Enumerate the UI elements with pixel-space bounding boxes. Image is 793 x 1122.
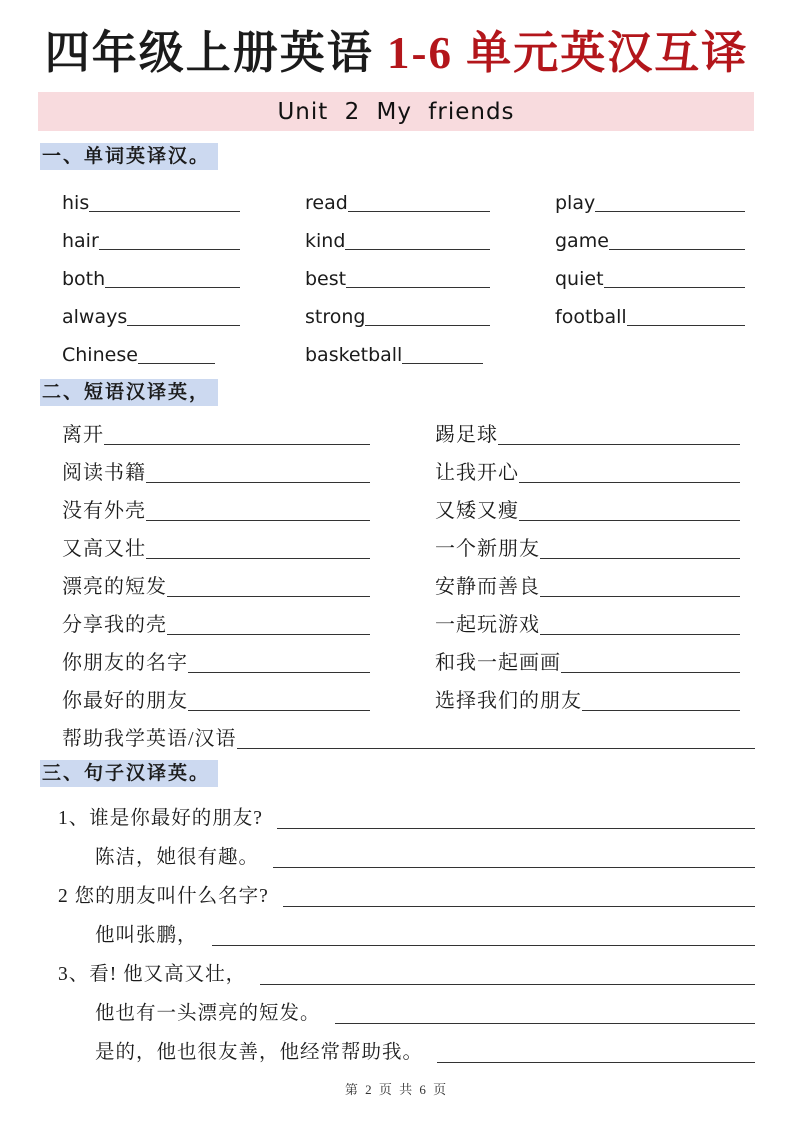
phrase-item	[435, 500, 740, 522]
phrase-blank	[167, 596, 370, 597]
phrase-blank	[540, 634, 740, 635]
phrase-item	[62, 728, 755, 750]
sentence-label: 3、看! 他又高又壮，	[58, 964, 247, 985]
phrase-label: 你朋友的名字	[62, 652, 188, 674]
sentence-blank	[212, 945, 755, 946]
sentence-line	[95, 992, 755, 1031]
word-label: hair	[62, 230, 99, 252]
phrase-blank	[561, 672, 740, 673]
phrase-item	[62, 652, 370, 674]
sentence-label: 2 您的朋友叫什么名字?	[58, 886, 269, 907]
phrase-blank	[104, 444, 370, 445]
word-label: quiet	[555, 268, 604, 290]
sentence-line	[58, 953, 755, 992]
phrase-label: 帮助我学英语/汉语	[62, 728, 237, 750]
phrase-item	[435, 462, 740, 484]
page-footer: 第 2 页 共 6 页	[344, 1082, 449, 1097]
phrase-row	[62, 604, 793, 642]
sentence-label: 他叫张鹏，	[95, 925, 198, 946]
word-blank	[402, 363, 483, 364]
word-blank	[345, 249, 490, 250]
word-item	[62, 307, 240, 327]
phrase-item	[435, 690, 740, 712]
sentence-blank	[437, 1062, 755, 1063]
word-row	[62, 181, 793, 219]
sentence-blank	[335, 1023, 755, 1024]
word-label: best	[305, 268, 347, 290]
section3-sentence-list	[0, 797, 793, 1070]
phrase-blank	[519, 520, 740, 521]
section2-heading: 二、短语汉译英，	[40, 379, 218, 406]
phrase-item	[62, 614, 370, 636]
sentence-line	[58, 797, 755, 836]
word-blank	[609, 249, 745, 250]
phrase-blank	[146, 482, 370, 483]
word-label: play	[555, 192, 596, 214]
word-label: game	[555, 230, 609, 252]
phrase-blank	[146, 558, 370, 559]
phrase-item	[62, 462, 370, 484]
word-blank	[138, 363, 215, 364]
phrase-row	[62, 642, 793, 680]
word-row	[62, 219, 793, 257]
word-item	[62, 193, 240, 213]
phrase-label: 安静而善良	[435, 576, 540, 598]
word-label: football	[555, 306, 627, 328]
word-blank	[365, 325, 490, 326]
word-blank	[346, 287, 490, 288]
word-blank	[604, 287, 745, 288]
word-label: Chinese	[62, 344, 138, 366]
word-row	[62, 257, 793, 295]
word-blank	[627, 325, 745, 326]
phrase-item	[435, 424, 740, 446]
phrase-row	[62, 452, 793, 490]
phrase-label: 你最好的朋友	[62, 690, 188, 712]
word-blank	[105, 287, 240, 288]
sentence-line	[95, 836, 755, 875]
sentence-label: 是的，他也很友善，他经常帮助我。	[95, 1042, 424, 1063]
word-row	[62, 295, 793, 333]
phrase-blank	[167, 634, 370, 635]
phrase-row	[62, 566, 793, 604]
sentence-blank	[273, 867, 755, 868]
phrase-item	[62, 424, 370, 446]
word-blank	[595, 211, 745, 212]
phrase-blank	[519, 482, 740, 483]
sentence-line	[58, 875, 755, 914]
word-blank	[127, 325, 240, 326]
phrase-item	[435, 652, 740, 674]
phrase-label: 漂亮的短发	[62, 576, 167, 598]
sentence-blank	[283, 906, 755, 907]
phrase-row	[62, 718, 793, 756]
phrase-label: 让我开心	[435, 462, 519, 484]
word-item	[62, 231, 240, 251]
phrase-label: 踢足球	[435, 424, 498, 446]
phrase-label: 离开	[62, 424, 104, 446]
phrase-item	[62, 576, 370, 598]
sentence-blank	[260, 984, 755, 985]
phrase-item	[62, 500, 370, 522]
word-item	[305, 193, 490, 213]
phrase-row	[62, 680, 793, 718]
word-item	[555, 231, 745, 251]
phrase-blank	[188, 672, 370, 673]
word-item	[62, 269, 240, 289]
phrase-blank	[582, 710, 740, 711]
word-item	[305, 345, 483, 365]
phrase-label: 没有外壳	[62, 500, 146, 522]
phrase-blank	[146, 520, 370, 521]
section1-heading: 一、单词英译汉。	[40, 143, 218, 170]
word-label: his	[62, 192, 90, 214]
phrase-item	[435, 614, 740, 636]
phrase-label: 选择我们的朋友	[435, 690, 582, 712]
word-item	[305, 307, 490, 327]
phrase-blank	[188, 710, 370, 711]
phrase-label: 又矮又瘦	[435, 500, 519, 522]
word-label: basketball	[305, 344, 403, 366]
word-label: always	[62, 306, 128, 328]
phrase-item	[62, 538, 370, 560]
word-item	[555, 269, 745, 289]
word-item	[305, 231, 490, 251]
phrase-label: 又高又壮	[62, 538, 146, 560]
sentence-label: 陈洁，她很有趣。	[95, 847, 260, 868]
phrase-blank	[540, 558, 740, 559]
unit-banner	[38, 92, 754, 131]
section2-phrase-grid	[0, 414, 793, 756]
section3-heading: 三、句子汉译英。	[40, 760, 218, 787]
word-label: both	[62, 268, 106, 290]
word-row	[62, 333, 793, 371]
sentence-blank	[277, 828, 755, 829]
word-item	[62, 345, 215, 365]
phrase-item	[435, 538, 740, 560]
word-label: strong	[305, 306, 366, 328]
sentence-label: 1、谁是你最好的朋友?	[58, 808, 263, 829]
word-blank	[99, 249, 240, 250]
section1-word-grid	[0, 181, 793, 371]
phrase-row	[62, 414, 793, 452]
phrase-item	[62, 690, 370, 712]
sentence-label: 他也有一头漂亮的短发。	[95, 1003, 321, 1024]
page-title-black: 四年级上册英语	[44, 28, 374, 78]
phrase-blank	[540, 596, 740, 597]
phrase-label: 阅读书籍	[62, 462, 146, 484]
unit-banner-text: Unit 2 My friends	[277, 98, 515, 125]
word-item	[555, 193, 745, 213]
phrase-label: 一个新朋友	[435, 538, 540, 560]
word-item	[305, 269, 490, 289]
phrase-label: 和我一起画画	[435, 652, 561, 674]
phrase-row	[62, 528, 793, 566]
word-label: read	[305, 192, 348, 214]
page-title-red: 1-6 单元英汉互译	[373, 28, 749, 78]
phrase-item	[435, 576, 740, 598]
phrase-label: 分享我的壳	[62, 614, 167, 636]
phrase-row	[62, 490, 793, 528]
word-item	[555, 307, 745, 327]
phrase-blank	[237, 748, 755, 749]
phrase-blank	[498, 444, 740, 445]
page-title	[0, 24, 793, 82]
word-label: kind	[305, 230, 346, 252]
word-blank	[89, 211, 240, 212]
phrase-label: 一起玩游戏	[435, 614, 540, 636]
word-blank	[348, 211, 490, 212]
sentence-line	[95, 1031, 755, 1070]
sentence-line	[95, 914, 755, 953]
